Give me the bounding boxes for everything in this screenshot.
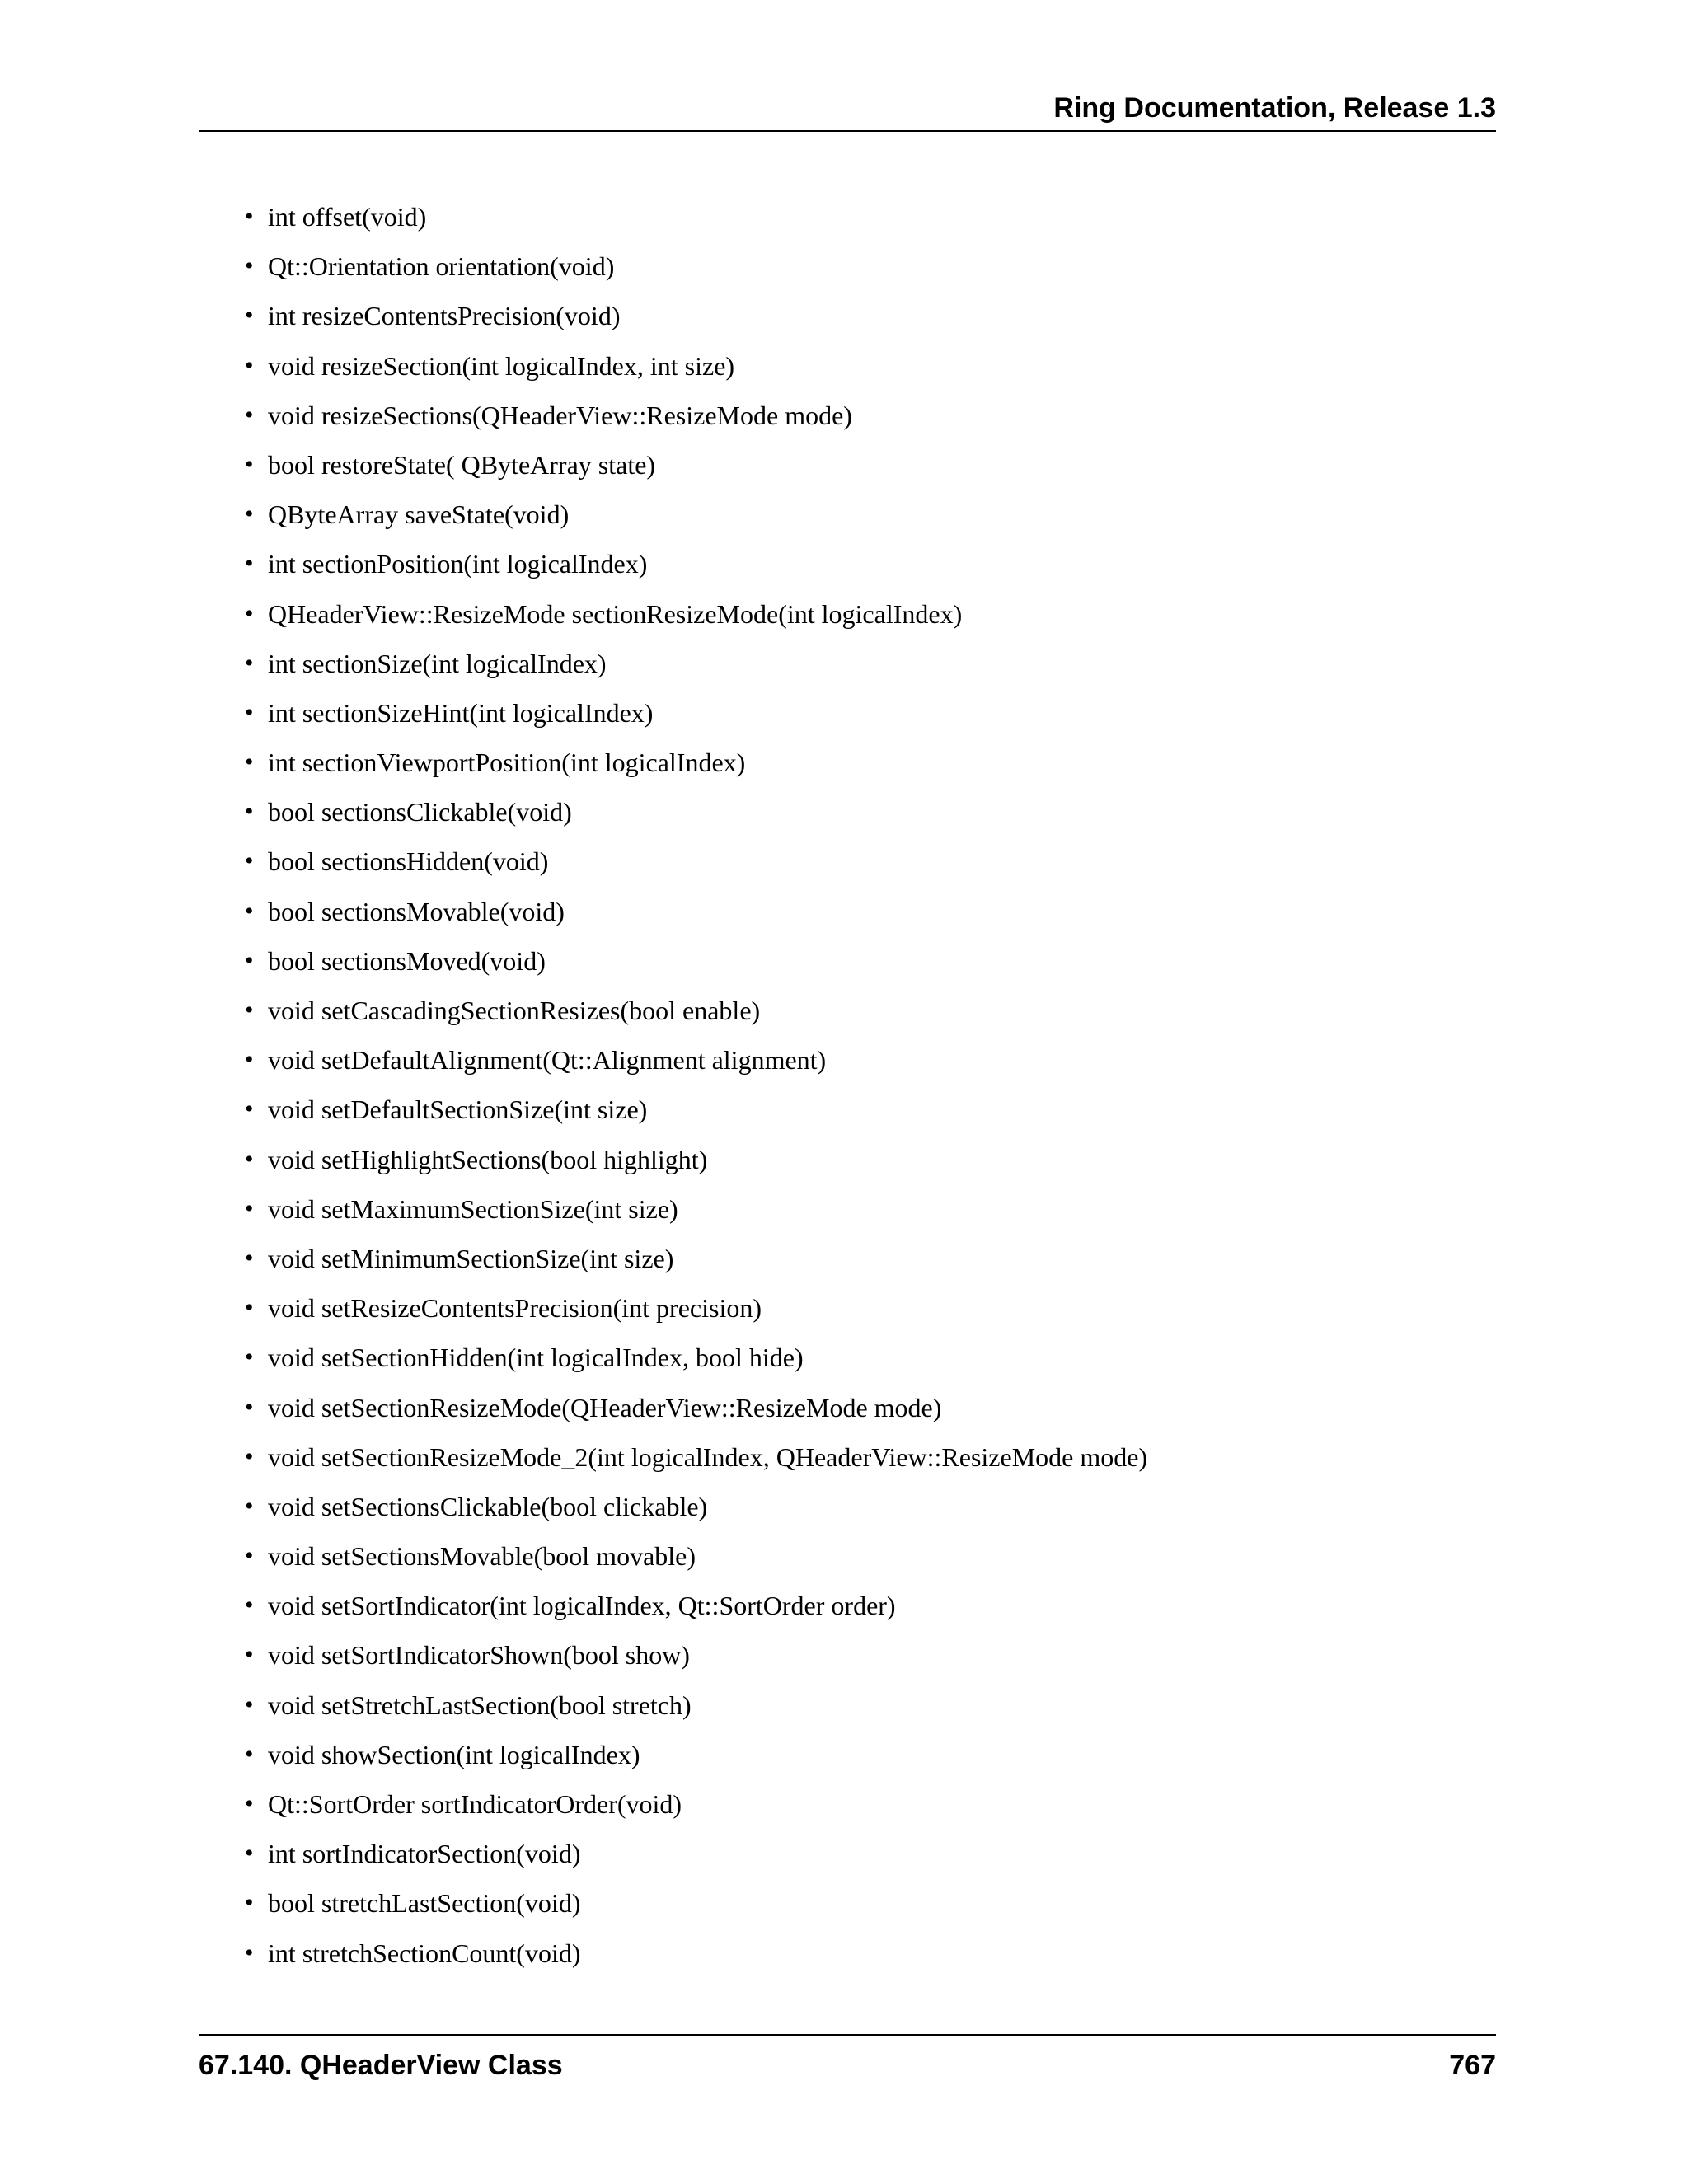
- method-signature: void resizeSections(QHeaderView::ResizeMode mode): [268, 400, 852, 430]
- list-item: [245, 1535, 1481, 1584]
- list-item: [245, 1733, 1481, 1783]
- bullet-icon: •: [245, 599, 254, 627]
- method-signature: int stretchSectionCount(void): [268, 1938, 581, 1968]
- bullet-icon: •: [245, 1244, 254, 1272]
- bullet-icon: •: [245, 1492, 254, 1520]
- bullet-icon: •: [245, 1046, 254, 1074]
- method-signature: int resizeContentsPrecision(void): [268, 301, 621, 331]
- method-signature: void setDefaultSectionSize(int size): [268, 1094, 648, 1125]
- bullet-icon: •: [245, 946, 254, 974]
- bullet-icon: •: [245, 450, 254, 478]
- method-signature: void setSectionResizeMode_2(int logicalIndex, QHeaderView::ResizeMode mode): [268, 1441, 1148, 1472]
- list-item: [245, 1336, 1481, 1385]
- method-signature: void resizeSection(int logicalIndex, int size): [268, 350, 735, 381]
- list-item: [245, 1485, 1481, 1535]
- bullet-icon: •: [245, 798, 254, 826]
- method-signature: void setCascadingSectionResizes(bool enable): [268, 996, 761, 1025]
- bullet-icon: •: [245, 1740, 254, 1768]
- page-footer: [199, 2034, 1496, 2092]
- bullet-icon: •: [245, 748, 254, 776]
- list-item: [245, 642, 1481, 691]
- method-signature: bool stretchLastSection(void): [268, 1888, 581, 1919]
- method-signature: int offset(void): [268, 202, 427, 232]
- bullet-icon: •: [245, 252, 254, 280]
- list-item: [245, 1038, 1481, 1088]
- list-item: [245, 1783, 1481, 1832]
- method-signature: QByteArray saveState(void): [268, 499, 570, 530]
- bullet-icon: •: [245, 1393, 254, 1421]
- method-signature: int sectionPosition(int logicalIndex): [268, 549, 648, 579]
- method-signature: int sortIndicatorSection(void): [268, 1839, 581, 1869]
- section-title: 67.140. QHeaderView Class: [199, 2050, 563, 2081]
- method-signature: void setSectionResizeMode(QHeaderView::ResizeMode mode): [268, 1392, 942, 1422]
- bullet-icon: •: [245, 1542, 254, 1570]
- method-signature: void setStretchLastSection(bool stretch): [268, 1690, 692, 1720]
- list-item: [245, 741, 1481, 790]
- list-item: [245, 344, 1481, 394]
- bullet-icon: •: [245, 351, 254, 379]
- method-list: [245, 195, 1481, 1981]
- list-item: [245, 294, 1481, 344]
- list-item: [245, 195, 1481, 245]
- bullet-icon: •: [245, 203, 254, 230]
- list-item: [245, 245, 1481, 294]
- bullet-icon: •: [245, 1889, 254, 1917]
- footer-divider: [199, 2034, 1496, 2036]
- list-item: [245, 1932, 1481, 1981]
- method-signature: void setMaximumSectionSize(int size): [268, 1193, 678, 1224]
- bullet-icon: •: [245, 1095, 254, 1123]
- bullet-icon: •: [245, 1442, 254, 1470]
- method-signature: void showSection(int logicalIndex): [268, 1739, 640, 1769]
- list-item: [245, 1386, 1481, 1436]
- bullet-icon: •: [245, 897, 254, 925]
- method-signature: bool restoreState( QByteArray state): [268, 449, 656, 480]
- list-item: [245, 1436, 1481, 1485]
- method-signature: void setSortIndicatorShown(bool show): [268, 1640, 690, 1671]
- method-signature: void setMinimumSectionSize(int size): [268, 1243, 674, 1273]
- bullet-icon: •: [245, 1840, 254, 1868]
- bullet-icon: •: [245, 847, 254, 875]
- method-signature: bool sectionsHidden(void): [268, 846, 549, 877]
- method-signature: Qt::Orientation orientation(void): [268, 251, 615, 282]
- bullet-icon: •: [245, 302, 254, 330]
- list-item: [245, 1286, 1481, 1336]
- list-item: [245, 1237, 1481, 1286]
- method-signature: bool sectionsMovable(void): [268, 896, 565, 926]
- method-signature: void setSectionsMovable(bool movable): [268, 1541, 696, 1572]
- method-signature: void setSortIndicator(int logicalIndex, Qt::SortOrder order): [268, 1591, 896, 1621]
- method-signature: int sectionViewportPosition(int logicalIndex): [268, 748, 746, 778]
- list-item: [245, 989, 1481, 1038]
- bullet-icon: •: [245, 649, 254, 677]
- list-item: [245, 493, 1481, 542]
- bullet-icon: •: [245, 1938, 254, 1966]
- bullet-icon: •: [245, 1194, 254, 1222]
- method-signature: void setSectionsClickable(bool clickable): [268, 1491, 708, 1521]
- method-signature: void setResizeContentsPrecision(int precision): [268, 1293, 762, 1324]
- list-item: [245, 593, 1481, 642]
- method-signature: void setSectionHidden(int logicalIndex, bool hide): [268, 1343, 804, 1373]
- method-signature: bool sectionsClickable(void): [268, 797, 572, 827]
- header-divider: [199, 130, 1496, 132]
- method-signature: int sectionSize(int logicalIndex): [268, 648, 607, 678]
- page-header: [199, 0, 1496, 132]
- bullet-icon: •: [245, 1343, 254, 1371]
- list-item: [245, 890, 1481, 940]
- document-title: Ring Documentation, Release 1.3: [1053, 92, 1496, 124]
- method-signature: Qt::SortOrder sortIndicatorOrder(void): [268, 1789, 682, 1819]
- method-signature: QHeaderView::ResizeMode sectionResizeMode(int logicalIndex): [268, 598, 963, 629]
- bullet-icon: •: [245, 1790, 254, 1817]
- bullet-icon: •: [245, 996, 254, 1024]
- list-item: [245, 940, 1481, 989]
- bullet-icon: •: [245, 500, 254, 528]
- list-item: [245, 790, 1481, 840]
- list-item: [245, 1088, 1481, 1137]
- list-item: [245, 1882, 1481, 1931]
- list-item: [245, 1633, 1481, 1683]
- method-signature: void setHighlightSections(bool highlight): [268, 1144, 708, 1174]
- method-signature: void setDefaultAlignment(Qt::Alignment alignment): [268, 1045, 827, 1076]
- bullet-icon: •: [245, 1641, 254, 1669]
- list-item: [245, 542, 1481, 592]
- page-number: 767: [1449, 2050, 1496, 2081]
- bullet-icon: •: [245, 1294, 254, 1322]
- bullet-icon: •: [245, 401, 254, 429]
- list-item: [245, 443, 1481, 493]
- list-item: [245, 1832, 1481, 1882]
- list-item: [245, 691, 1481, 741]
- method-signature: int sectionSizeHint(int logicalIndex): [268, 697, 654, 728]
- list-item: [245, 394, 1481, 443]
- list-item: [245, 1684, 1481, 1733]
- bullet-icon: •: [245, 550, 254, 578]
- bullet-icon: •: [245, 1145, 254, 1173]
- bullet-icon: •: [245, 1591, 254, 1619]
- list-item: [245, 1188, 1481, 1237]
- list-item: [245, 1584, 1481, 1633]
- method-signature: bool sectionsMoved(void): [268, 945, 546, 976]
- bullet-icon: •: [245, 1690, 254, 1718]
- bullet-icon: •: [245, 698, 254, 726]
- list-item: [245, 1138, 1481, 1188]
- list-item: [245, 840, 1481, 889]
